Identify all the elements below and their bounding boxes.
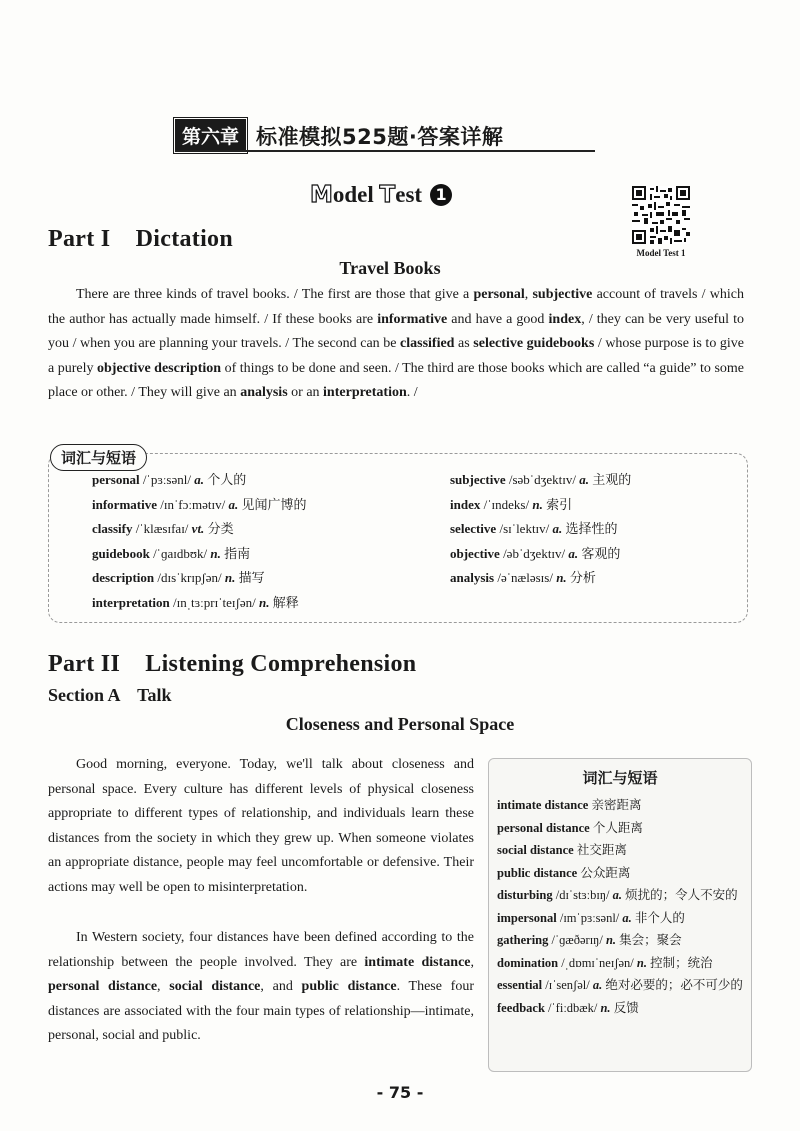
text-segment: There are three kinds of travel books. / The first are those that give a — [76, 287, 474, 302]
vocab-list-left — [92, 468, 432, 615]
key-term: objective description — [97, 360, 222, 376]
vocab-meaning: 主观的 — [589, 472, 632, 487]
vocab-phonetic: /ˈɪndeks/ — [480, 496, 533, 512]
text-segment: account of travels / which the author has actually made himself. / If these books are — [48, 287, 744, 327]
vocab-meaning: 亲密距离 — [588, 798, 642, 812]
text-segment: as — [454, 336, 474, 352]
vocab-entry — [450, 566, 740, 591]
vocab-word: public distance — [497, 865, 578, 880]
vocab-entry — [92, 542, 432, 567]
vocab-part-of-speech: n. — [600, 1000, 611, 1015]
text-segment: , / they can be very useful to you / when you are planning your travels. / The second can be — [48, 311, 744, 352]
vocab-entry — [497, 817, 743, 840]
vocab-part-of-speech: vt. — [191, 521, 205, 536]
vocab-meaning: 解释 — [269, 594, 299, 610]
vocab-phonetic: /ˈfiːdbæk/ — [544, 1000, 601, 1015]
text-segment: of things to be done and seen. / The third are those books which are called “a guide” to some place or other. / They will give an — [48, 360, 744, 401]
part2-passage-title: Closeness and Personal Space — [285, 714, 515, 734]
vocab-meaning: 反馈 — [610, 1000, 639, 1015]
vocab-box-talk-title: 词汇与短语 — [582, 769, 658, 787]
vocab-word: gathering — [497, 933, 549, 947]
vocab-phonetic: /ˈɡaɪdbʊk/ — [149, 545, 211, 561]
vocab-part-of-speech: n. — [605, 933, 617, 947]
text-segment: , — [157, 979, 170, 995]
chapter-title: 标准模拟525题·答案详解 — [256, 124, 504, 149]
vocab-entry — [92, 566, 432, 591]
vocab-word: essential — [497, 978, 543, 992]
vocab-part-of-speech: n. — [224, 570, 236, 585]
vocab-entry — [497, 907, 743, 930]
text-segment: and have a good — [447, 311, 549, 327]
vocab-entry — [497, 862, 743, 885]
vocab-meaning: 公众距离 — [577, 865, 631, 880]
vocab-part-of-speech: a. — [568, 545, 579, 561]
key-term: personal — [473, 287, 525, 302]
key-term: selective guidebooks — [473, 336, 595, 352]
vocab-part-of-speech: a. — [228, 496, 239, 512]
vocab-word: guidebook — [92, 545, 150, 561]
vocab-phonetic: /ˈklæsɪfaɪ/ — [132, 521, 192, 536]
vocab-entry — [497, 884, 743, 907]
part1-paragraph — [48, 283, 744, 406]
vocab-word: feedback — [497, 1000, 545, 1015]
vocab-phonetic: /ˌdɒmɪˈneɪʃən/ — [558, 955, 637, 970]
model-number-badge: 1 — [430, 184, 452, 206]
vocab-meaning: 描写 — [235, 570, 265, 585]
key-term: subjective — [532, 287, 593, 302]
vocab-part-of-speech: n. — [532, 496, 543, 512]
key-term: classified — [400, 336, 455, 352]
vocab-word: social distance — [497, 843, 574, 857]
vocab-meaning: 指南 — [220, 545, 251, 561]
text-segment: . These four distances are associated with the four main types of relationship—intimate, personal, social and public. — [48, 979, 474, 1044]
vocab-phonetic: /sɪˈlektɪv/ — [496, 521, 553, 536]
vocab-part-of-speech: n. — [556, 570, 567, 585]
vocab-entry — [497, 839, 743, 862]
vocab-entry — [497, 794, 743, 817]
vocab-phonetic: /ˈpɜːsənl/ — [139, 472, 195, 487]
vocab-word: personal — [92, 472, 140, 487]
part1-passage-title: Travel Books — [339, 258, 441, 278]
qr-code-icon[interactable] — [632, 186, 690, 244]
qr-caption: Model Test 1 — [636, 248, 686, 258]
vocab-phonetic: /dɪsˈkrɪpʃən/ — [154, 570, 225, 585]
vocab-part-of-speech: a. — [612, 888, 623, 902]
vocab-entry — [92, 493, 432, 518]
key-term: social distance — [169, 979, 261, 995]
vocab-word: analysis — [450, 570, 495, 585]
chapter-header — [175, 119, 503, 152]
key-term: personal distance — [48, 979, 158, 995]
vocab-meaning: 见闻广博的 — [238, 496, 307, 512]
model-text-1: odel — [332, 182, 380, 207]
model-test-title — [310, 182, 452, 208]
vocab-meaning: 个人的 — [204, 472, 247, 487]
part2-heading: Part II Listening Comprehension — [48, 651, 417, 677]
vocab-word: informative — [92, 496, 157, 512]
text-segment: In Western society, four distances have been defined according to the relationship between the people involved. They are — [48, 930, 474, 970]
vocab-meaning: 集会；聚会 — [616, 933, 682, 947]
model-letter-t: T — [379, 182, 396, 208]
chapter-rule — [175, 150, 595, 152]
model-letter-m: M — [310, 182, 333, 208]
vocab-entry — [497, 929, 743, 952]
vocab-entry — [497, 952, 743, 975]
vocab-entry — [497, 974, 743, 997]
vocab-word: impersonal — [497, 910, 557, 925]
vocab-part-of-speech: n. — [636, 955, 647, 970]
vocab-meaning: 分析 — [566, 570, 596, 585]
vocab-phonetic: /ɪnˈfɔːmətɪv/ — [156, 496, 229, 512]
vocab-meaning: 绝对必要的；必不可少的 — [602, 978, 743, 992]
vocab-entry — [450, 468, 740, 493]
vocab-meaning: 分类 — [204, 521, 234, 536]
vocab-meaning: 客观的 — [578, 545, 621, 561]
vocab-entry — [92, 517, 432, 542]
vocab-entry — [92, 591, 432, 616]
vocab-word: personal distance — [497, 820, 590, 835]
vocab-word: classify — [92, 521, 133, 536]
vocab-part-of-speech: a. — [592, 978, 603, 992]
vocab-part-of-speech: a. — [194, 472, 204, 487]
section-a-heading: Section A Talk — [48, 685, 172, 705]
vocab-word: interpretation — [92, 594, 170, 610]
vocab-tag-dictation: 词汇与短语 — [50, 444, 147, 471]
model-text-2: est — [395, 182, 423, 207]
vocab-part-of-speech: a. — [622, 910, 632, 925]
key-term: intimate distance — [364, 954, 471, 970]
vocab-list-talk — [497, 794, 743, 1019]
vocab-meaning: 选择性的 — [562, 521, 618, 536]
text-segment: / whose purpose is to give a purely — [48, 336, 744, 376]
vocab-phonetic: /ˈɡæðərɪŋ/ — [548, 933, 606, 947]
vocab-phonetic: /ɪˈsenʃəl/ — [542, 978, 593, 992]
vocab-phonetic: /ɪmˈpɜːsənl/ — [556, 910, 623, 925]
vocab-phonetic: /əbˈdʒektɪv/ — [499, 545, 569, 561]
talk-paragraph-1: Good morning, everyone. Today, we'll talk about closeness and personal space. Every culture has different levels of physical closeness appropriate to different types of relationship, and individuals learn these distances from the society in which they grew up. When someone violates an appropriate distance, people may feel uncomfortable or defensive. Their actions may well be open to misinterpretation. — [48, 757, 474, 895]
vocab-entry — [450, 493, 740, 518]
vocab-box-talk — [488, 758, 752, 1072]
text-segment: , — [524, 287, 533, 302]
text-segment: . / — [406, 385, 418, 401]
key-term: public distance — [301, 979, 397, 995]
vocab-part-of-speech: n. — [210, 545, 221, 561]
vocab-word: disturbing — [497, 888, 553, 902]
vocab-meaning: 索引 — [542, 496, 573, 512]
vocab-word: intimate distance — [497, 798, 589, 812]
vocab-meaning: 控制；统治 — [646, 955, 713, 970]
vocab-word: index — [450, 496, 481, 512]
vocab-word: description — [92, 570, 155, 585]
text-segment: or an — [287, 385, 324, 401]
key-term: index — [548, 311, 582, 327]
vocab-part-of-speech: a. — [552, 521, 563, 536]
page-number: - 75 - — [376, 1083, 424, 1102]
vocab-part-of-speech: a. — [579, 472, 590, 487]
vocab-phonetic: /əˈnæləsɪs/ — [494, 570, 557, 585]
vocab-phonetic: /səbˈdʒektɪv/ — [505, 472, 580, 487]
vocab-word: subjective — [450, 472, 506, 487]
vocab-word: selective — [450, 521, 497, 536]
text-segment: , and — [260, 979, 302, 995]
key-term: interpretation — [323, 385, 407, 401]
vocab-meaning: 个人距离 — [589, 820, 643, 835]
vocab-list-right — [450, 468, 740, 591]
vocab-entry — [450, 517, 740, 542]
part1-heading: Part I Dictation — [48, 226, 233, 252]
vocab-meaning: 非个人的 — [631, 910, 685, 925]
vocab-entry — [497, 997, 743, 1020]
chapter-badge: 第六章 — [175, 119, 246, 152]
vocab-phonetic: /ɪnˌtɜːprɪˈteɪʃən/ — [169, 594, 259, 610]
vocab-word: objective — [450, 545, 500, 561]
vocab-phonetic: /dɪˈstɜːbɪŋ/ — [552, 888, 613, 902]
text-segment: , — [470, 954, 474, 970]
talk-paragraph-2 — [48, 926, 474, 1049]
vocab-meaning: 社交距离 — [573, 843, 627, 857]
vocab-part-of-speech: n. — [258, 594, 270, 610]
vocab-entry — [450, 542, 740, 567]
vocab-meaning: 烦扰的；令人不安的 — [622, 888, 738, 902]
vocab-word: domination — [497, 955, 559, 970]
key-term: analysis — [240, 385, 288, 401]
vocab-entry — [92, 468, 432, 493]
key-term: informative — [377, 311, 448, 327]
